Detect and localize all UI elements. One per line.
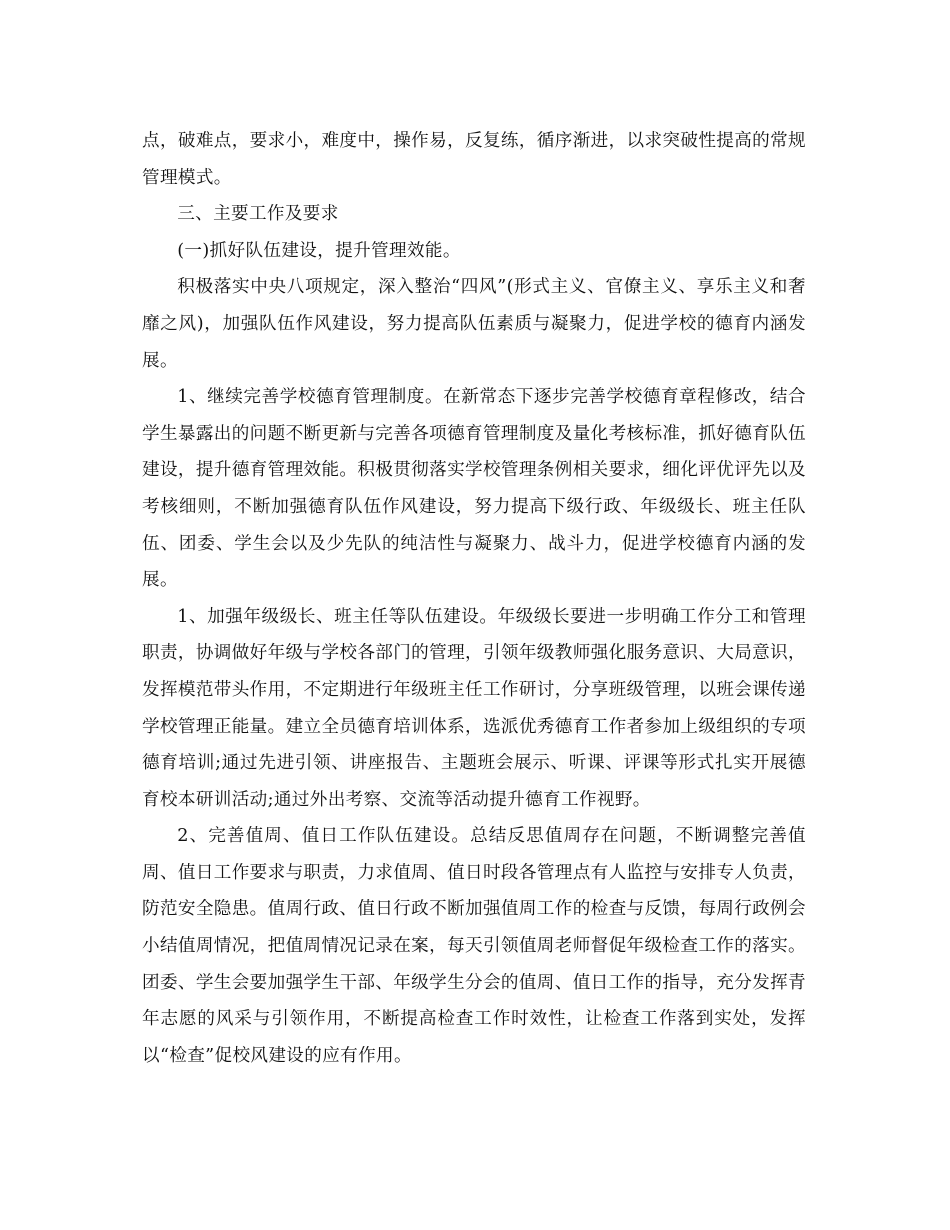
section-heading-main-work: 三、主要工作及要求 [177,204,339,225]
paragraph-eight-rules: 积极落实中央八项规定，深入整治“四风”(形式主义、官僚主义、享乐主义和奢靡之风)，加强队伍作风建设，努力提高队伍素质与凝聚力，促进学校的德育内涵发展。 [142,277,806,371]
paragraph-continuation: 点，破难点，要求小，难度中，操作易，反复练，循序渐进，以求突破性提高的常规管理模式。 [142,131,806,188]
paragraph-duty-week-team: 2、完善值周、值日工作队伍建设。总结反思值周存在问题，不断调整完善值周、值日工作要求与职责，力求值周、值日时段各管理点有人监控与安排专人负责，防范安全隐患。值周行政、值日行政不断加强值周工作的检查与反馈，每周行政例会小结值周情况，把值周情况记录在案，每天引领值周老师督促年级检查工作的落实。团委、学生会要加强学生干部、年级学生分会的值周、值日工作的指导，充分发挥青年志愿的风采与引领作用，不断提高检查工作时效性，让检查工作落到实处，发挥以“检查”促校风建设的应有作用。 [142,826,806,1066]
paragraph-grade-leader-team: 1、加强年级级长、班主任等队伍建设。年级级长要进一步明确工作分工和管理职责，协调做好年级与学校各部门的管理，引领年级教师强化服务意识、大局意识，发挥模范带头作用，不定期进行年级班主任工作研讨，分享班级管理，以班会课传递学校管理正能量。建立全员德育培训体系，选派优秀德育工作者参加上级组织的专项德育培训;通过先进引领、讲座报告、主题班会展示、听课、评课等形式扎实开展德育校本研训活动;通过外出考察、交流等活动提升德育工作视野。 [142,606,806,810]
subsection-heading-team-building: (一)抓好队伍建设，提升管理效能。 [177,240,461,261]
document-body [142,123,806,1074]
paragraph-moral-education-system: 1、继续完善学校德育管理制度。在新常态下逐步完善学校德育章程修改，结合学生暴露出的问题不断更新与完善各项德育管理制度及量化考核标准，抓好德育队伍建设，提升德育管理效能。积极贯彻落实学校管理条例相关要求，细化评优评先以及考核细则，不断加强德育队伍作风建设，努力提高下级行政、年级级长、班主任队伍、团委、学生会以及少先队的纯洁性与凝聚力、战斗力，促进学校德育内涵的发展。 [142,387,806,591]
